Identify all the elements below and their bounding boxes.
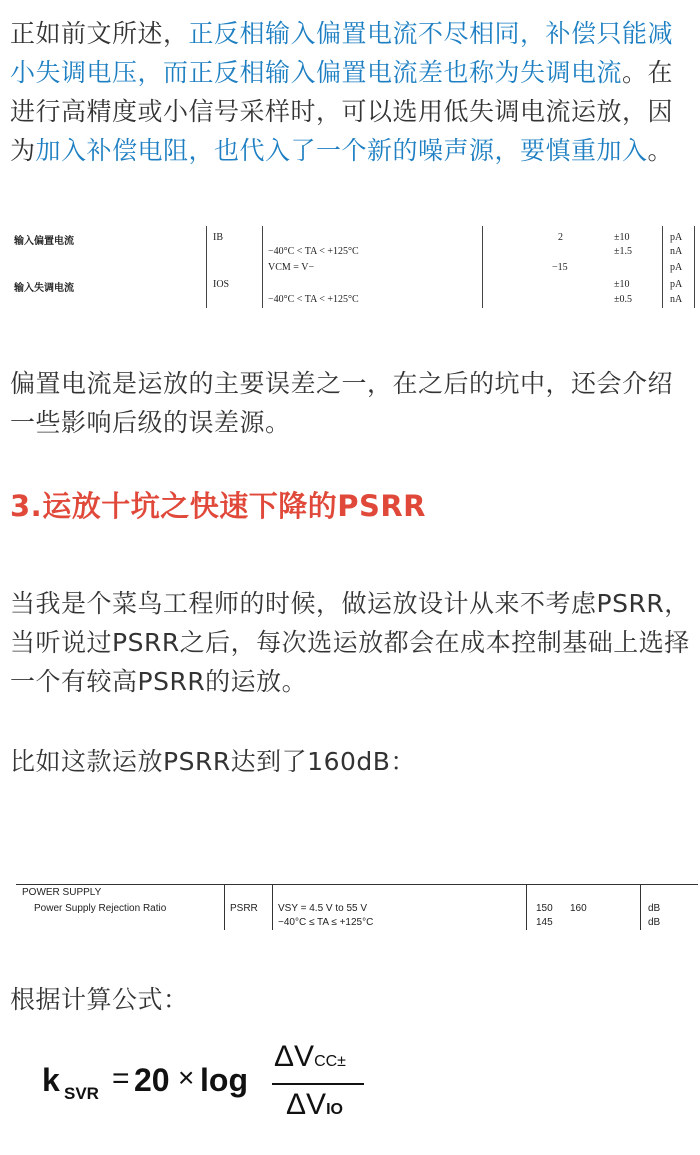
bias-current-typ: 2 bbox=[558, 232, 563, 243]
intro-text-1: 正如前文所述， bbox=[10, 19, 189, 48]
table-divider bbox=[526, 884, 527, 930]
formula-coefficient: 20 bbox=[134, 1062, 170, 1098]
table-divider bbox=[482, 226, 483, 308]
table-divider bbox=[662, 226, 663, 308]
formula-numerator bbox=[274, 1040, 346, 1074]
offset-current-max: ±10 bbox=[614, 279, 630, 290]
table-divider bbox=[694, 226, 695, 308]
formula-equals: = bbox=[112, 1062, 130, 1095]
section-heading: 3.运放十坑之快速下降的PSRR bbox=[10, 489, 426, 523]
offset-current-symbol: IOS bbox=[213, 279, 230, 290]
ksvr-formula bbox=[42, 1040, 362, 1130]
psrr-story-paragraph: 当我是个菜鸟工程师的时候，做运放设计从来不考虑PSRR，当听说过PSRR之后，每次选运放都会在成本控制基础上选择一个有较高PSRR的运放。 bbox=[10, 589, 690, 696]
power-supply-section-label: POWER SUPPLY bbox=[22, 887, 102, 898]
intro-text-2: 。在进行高精度或小信号采样时，可以选用低失调电流运放，因为 bbox=[10, 58, 674, 165]
formula-k: k bbox=[42, 1062, 60, 1098]
intro-text-3: 。 bbox=[647, 136, 674, 165]
bias-current-unit: pA bbox=[670, 232, 683, 243]
psrr-min: 150 bbox=[536, 903, 553, 914]
psrr-unit-temp: dB bbox=[648, 917, 661, 928]
bias-current-vcm-condition: VCM = V− bbox=[268, 262, 315, 273]
denominator-symbol: ΔV bbox=[286, 1088, 327, 1121]
psrr-condition-supply: VSY = 4.5 V to 55 V bbox=[278, 903, 368, 914]
table-divider bbox=[206, 226, 207, 308]
offset-current-typ: −15 bbox=[552, 262, 568, 273]
offset-current-unit-temp: nA bbox=[670, 294, 683, 305]
table-divider bbox=[640, 884, 641, 930]
psrr-typ: 160 bbox=[570, 903, 587, 914]
table-divider bbox=[224, 884, 225, 930]
intro-paragraph bbox=[10, 14, 698, 170]
bias-current-symbol: IB bbox=[213, 232, 223, 243]
offset-current-label: 输入失调电流 bbox=[14, 283, 74, 294]
bias-current-unit-temp: nA bbox=[670, 246, 683, 257]
formula-log: log bbox=[200, 1062, 248, 1098]
bias-current-unit-vcm: pA bbox=[670, 262, 683, 273]
fraction-bar bbox=[272, 1083, 364, 1085]
formula-intro-paragraph: 根据计算公式： bbox=[10, 985, 189, 1014]
offset-current-max-temp: ±0.5 bbox=[614, 294, 632, 305]
bias-current-condition: −40°C < TA < +125°C bbox=[268, 246, 359, 257]
psrr-example-paragraph: 比如这款运放PSRR达到了160dB： bbox=[10, 747, 416, 776]
formula-times: × bbox=[178, 1062, 195, 1093]
bias-current-max-temp: ±1.5 bbox=[614, 246, 632, 257]
intro-highlight-2: 加入补偿电阻，也代入了一个新的噪声源，要慎重加入 bbox=[35, 136, 648, 165]
offset-current-condition: −40°C < TA < +125°C bbox=[268, 294, 359, 305]
offset-current-unit: pA bbox=[670, 279, 683, 290]
numerator-symbol: ΔV bbox=[274, 1040, 315, 1073]
bias-current-spec-table bbox=[10, 222, 698, 314]
table-divider bbox=[272, 884, 273, 930]
psrr-spec-table bbox=[10, 878, 698, 934]
formula-k-subscript: SVR bbox=[64, 1084, 99, 1103]
error-source-paragraph: 偏置电流是运放的主要误差之一，在之后的坑中，还会介绍一些影响后级的误差源。 bbox=[10, 369, 674, 437]
intro-highlight-1: 正反相输入偏置电流不尽相同，补偿只能减小失调电压，而正反相输入偏置电流差也称为失调电流 bbox=[10, 19, 674, 87]
psrr-unit: dB bbox=[648, 903, 661, 914]
bias-current-max: ±10 bbox=[614, 232, 630, 243]
psrr-symbol: PSRR bbox=[230, 903, 258, 914]
table-divider bbox=[262, 226, 263, 308]
psrr-parameter-name: Power Supply Rejection Ratio bbox=[34, 903, 167, 914]
psrr-condition-temp: −40°C ≤ TA ≤ +125°C bbox=[278, 917, 374, 928]
formula-denominator bbox=[286, 1088, 343, 1122]
bias-current-label: 输入偏置电流 bbox=[14, 236, 74, 247]
denominator-subscript: IO bbox=[326, 1101, 343, 1118]
psrr-min-temp: 145 bbox=[536, 917, 553, 928]
table-top-rule bbox=[16, 884, 698, 885]
numerator-subscript: CC± bbox=[314, 1053, 346, 1070]
